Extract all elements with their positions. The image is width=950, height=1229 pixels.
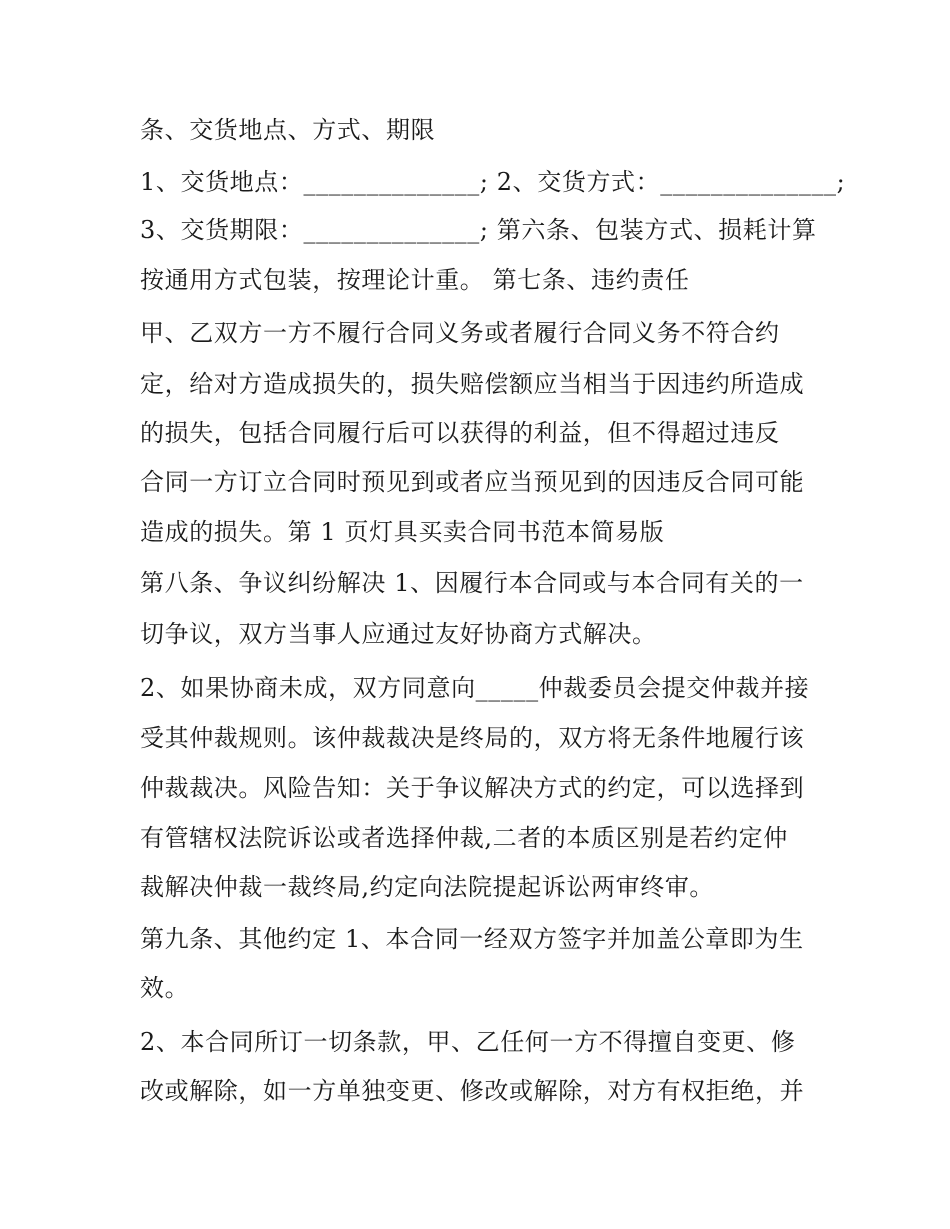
- text-line: 合同一方订立合同时预见到或者应当预见到的因违反合同可能: [140, 468, 805, 496]
- text-line: 2、如果协商未成，双方同意向_____仲裁委员会提交仲裁并接: [140, 674, 810, 702]
- text-line: 条、交货地点、方式、期限: [140, 116, 436, 144]
- text-line: 甲、乙双方一方不履行合同义务或者履行合同义务不符合约: [140, 319, 780, 347]
- text-line: 效。: [140, 974, 190, 1002]
- text-line: 的损失，包括合同履行后可以获得的利益，但不得超过违反: [140, 419, 780, 447]
- text-line: 第九条、其他约定 1、本合同一经双方签字并加盖公章即为生: [140, 925, 804, 953]
- text-line: 仲裁裁决。风险告知：关于争议解决方式的约定，可以选择到: [140, 774, 805, 802]
- text-line: 第八条、争议纠纷解决 1、因履行本合同或与本合同有关的一: [140, 569, 804, 597]
- text-line: 按通用方式包装，按理论计重。 第七条、违约责任: [140, 266, 690, 294]
- text-line: 有管辖权法院诉讼或者选择仲裁,二者的本质区别是若约定仲: [140, 824, 788, 852]
- text-line: 2、本合同所订一切条款，甲、乙任何一方不得擅自变更、修: [140, 1028, 796, 1056]
- text-line: 3、交货期限：______________; 第六条、包装方式、损耗计算: [140, 216, 817, 244]
- text-line: 受其仲裁规则。该仲裁裁决是终局的，双方将无条件地履行该: [140, 724, 805, 752]
- text-line: 改或解除，如一方单独变更、修改或解除，对方有权拒绝，并: [140, 1077, 805, 1105]
- text-line: 造成的损失。第 1 页灯具买卖合同书范本简易版: [140, 518, 665, 546]
- text-line: 定，给对方造成损失的，损失赔偿额应当相当于因违约所造成: [140, 370, 805, 398]
- text-line: 1、交货地点：______________; 2、交货方式：______________;: [140, 168, 846, 196]
- text-line: 切争议，双方当事人应通过友好协商方式解决。: [140, 620, 657, 648]
- text-line: 裁解决仲裁一裁终局,约定向法院提起诉讼两审终审。: [140, 873, 715, 901]
